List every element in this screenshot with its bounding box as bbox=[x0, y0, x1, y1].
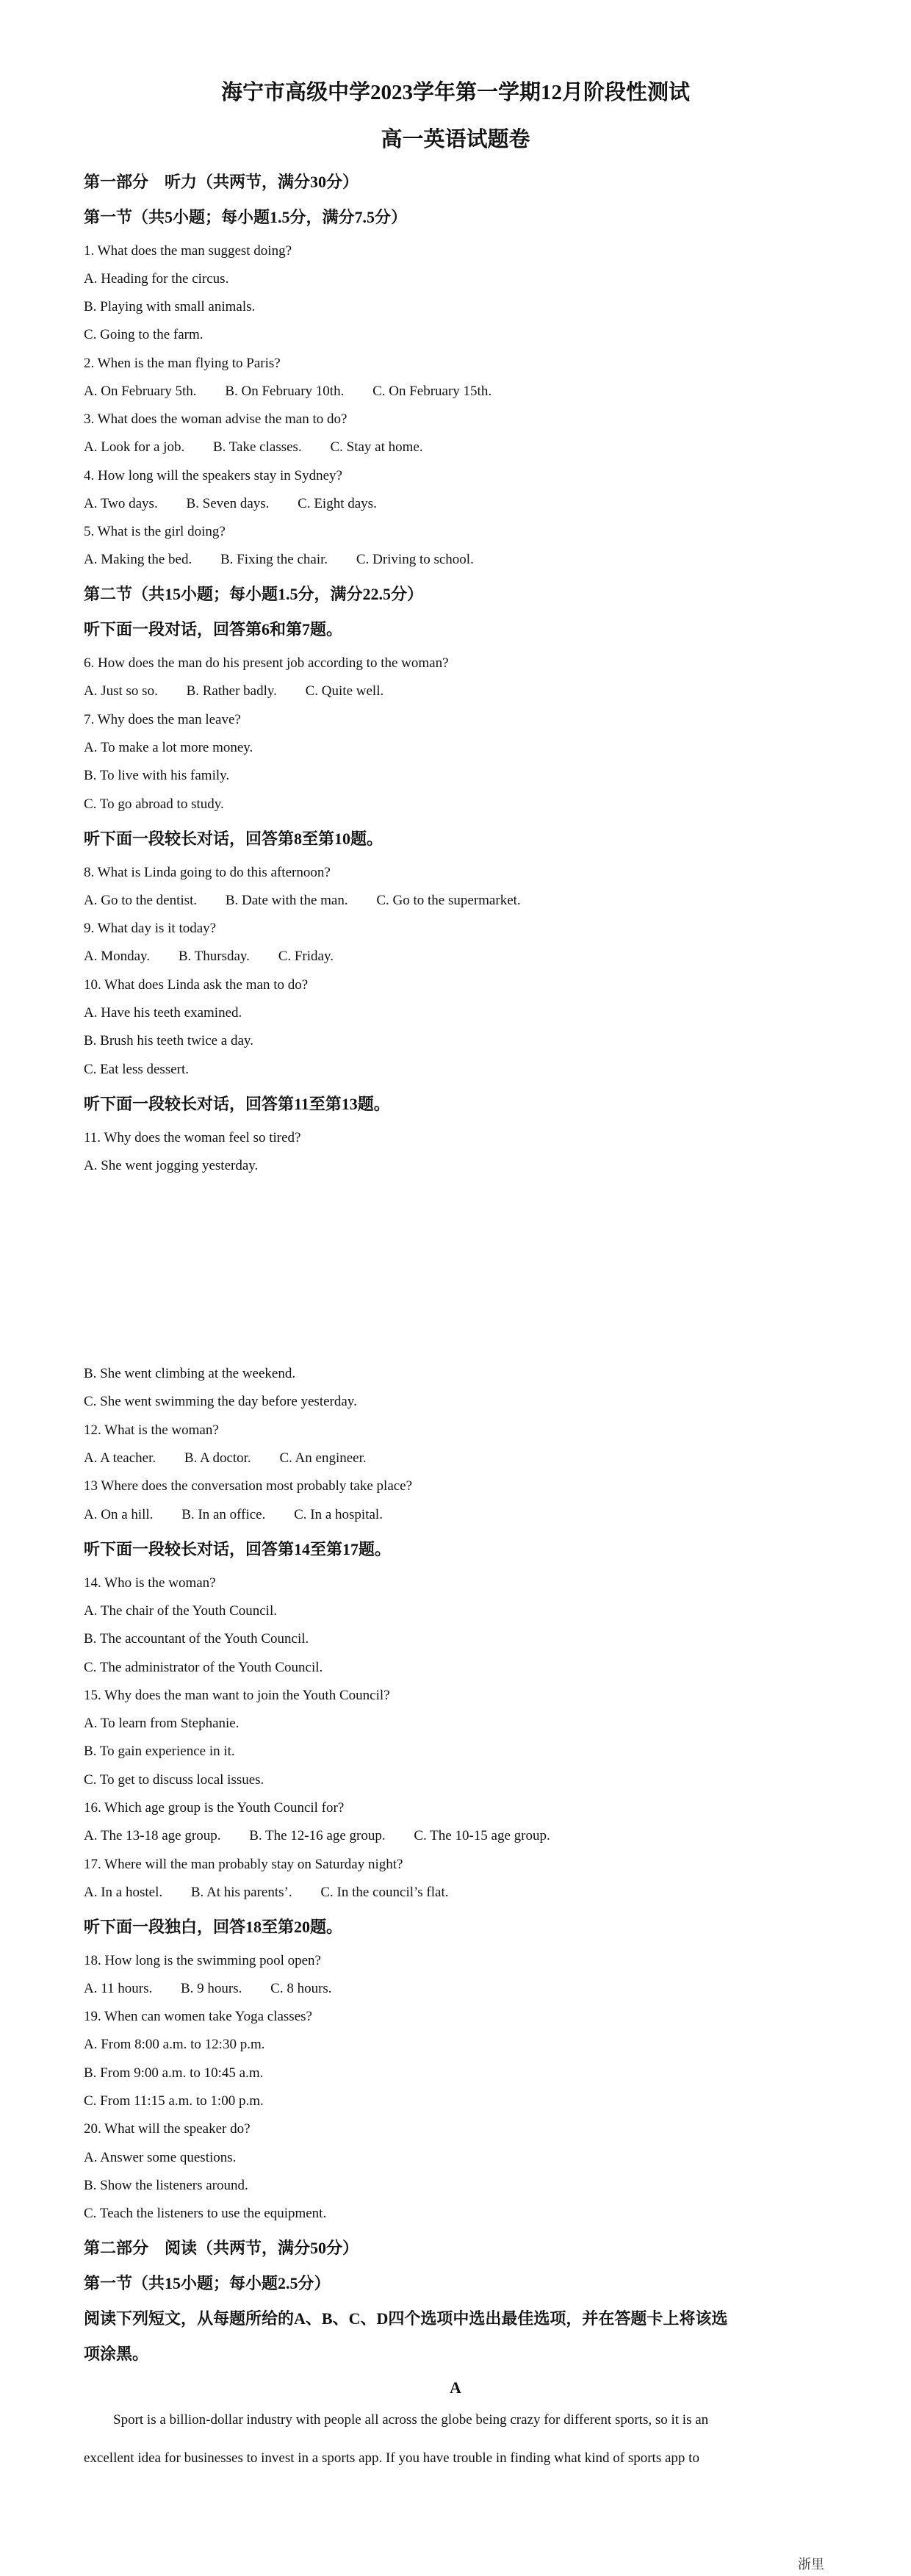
question-3-option-a: A. Look for a job. bbox=[84, 439, 185, 455]
instruction-q11-q13: 听下面一段较长对话，回答第11至第13题。 bbox=[84, 1095, 390, 1113]
question-9-stem: 9. What day is it today? bbox=[84, 921, 217, 936]
question-6-options bbox=[84, 683, 384, 700]
question-3-options bbox=[84, 439, 423, 456]
question-14-option-a: A. The chair of the Youth Council. bbox=[84, 1603, 277, 1619]
question-10-stem: 10. What does Linda ask the man to do? bbox=[84, 977, 309, 993]
question-4-option-a: A. Two days. bbox=[84, 496, 158, 511]
question-13-options bbox=[84, 1506, 383, 1524]
question-11-option-c: C. She went swimming the day before yesterday. bbox=[84, 1394, 357, 1409]
question-16-stem: 16. Which age group is the Youth Council for? bbox=[84, 1800, 345, 1816]
question-18-stem: 18. How long is the swimming pool open? bbox=[84, 1953, 321, 1968]
question-5-option-b: B. Fixing the chair. bbox=[220, 552, 328, 567]
question-7-option-a: A. To make a lot more money. bbox=[84, 740, 253, 755]
part2-heading: 第二部分 阅读（共两节，满分50分） bbox=[84, 2239, 359, 2257]
question-5-stem: 5. What is the girl doing? bbox=[84, 524, 226, 539]
question-9-option-b: B. Thursday. bbox=[178, 949, 250, 964]
question-8-option-a: A. Go to the dentist. bbox=[84, 893, 198, 908]
question-14-option-b: B. The accountant of the Youth Council. bbox=[84, 1631, 309, 1647]
question-4-stem: 4. How long will the speakers stay in Sydney? bbox=[84, 468, 342, 483]
part2-section1-heading: 第一节（共15小题；每小题2.5分） bbox=[84, 2274, 331, 2292]
question-3-stem: 3. What does the woman advise the man to do? bbox=[84, 411, 348, 427]
question-17-options bbox=[84, 1884, 449, 1902]
question-17-option-c: C. In the council’s flat. bbox=[320, 1885, 449, 1900]
question-9-option-c: C. Friday. bbox=[278, 949, 334, 964]
question-15-option-c: C. To get to discuss local issues. bbox=[84, 1772, 264, 1788]
exam-title: 海宁市高级中学2023学年第一学期12月阶段性测试 bbox=[220, 81, 690, 104]
question-11-stem: 11. Why does the woman feel so tired? bbox=[84, 1130, 301, 1145]
question-16-option-b: B. The 12-16 age group. bbox=[249, 1828, 386, 1843]
question-2-option-c: C. On February 15th. bbox=[372, 384, 492, 399]
question-2-stem: 2. When is the man flying to Paris? bbox=[84, 356, 281, 371]
question-1-stem: 1. What does the man suggest doing? bbox=[84, 243, 292, 259]
question-13-option-a: A. On a hill. bbox=[84, 1507, 154, 1522]
question-13-stem: 13 Where does the conversation most probably take place? bbox=[84, 1478, 413, 1494]
question-9-options bbox=[84, 948, 334, 965]
question-1-option-a: A. Heading for the circus. bbox=[84, 271, 229, 287]
question-17-stem: 17. Where will the man probably stay on Saturday night? bbox=[84, 1857, 403, 1872]
question-19-option-a: A. From 8:00 a.m. to 12:30 p.m. bbox=[84, 2037, 265, 2052]
question-4-option-b: B. Seven days. bbox=[186, 496, 270, 511]
question-8-stem: 8. What is Linda going to do this afternoon? bbox=[84, 865, 331, 880]
instruction-q8-q10: 听下面一段较长对话，回答第8至第10题。 bbox=[84, 830, 384, 848]
question-12-option-a: A. A teacher. bbox=[84, 1450, 156, 1466]
exam-subtitle: 高一英语试题卷 bbox=[381, 128, 530, 151]
question-6-option-b: B. Rather badly. bbox=[186, 683, 277, 699]
question-11-option-a: A. She went jogging yesterday. bbox=[84, 1158, 259, 1173]
question-16-option-c: C. The 10-15 age group. bbox=[414, 1828, 550, 1843]
question-20-stem: 20. What will the speaker do? bbox=[84, 2121, 251, 2137]
question-3-option-c: C. Stay at home. bbox=[330, 439, 423, 455]
question-4-option-c: C. Eight days. bbox=[298, 496, 377, 511]
part2-instruction-line1: 阅读下列短文，从每题所给的A、B、C、D四个选项中选出最佳选项，并在答题卡上将该选 bbox=[84, 2309, 728, 2328]
question-11-option-b: B. She went climbing at the weekend. bbox=[84, 1366, 296, 1381]
question-19-option-c: C. From 11:15 a.m. to 1:00 p.m. bbox=[84, 2093, 264, 2109]
question-13-option-b: B. In an office. bbox=[181, 1507, 266, 1522]
question-15-option-a: A. To learn from Stephanie. bbox=[84, 1716, 240, 1731]
part1-section2-heading: 第二节（共15小题；每小题1.5分，满分22.5分） bbox=[84, 585, 424, 603]
question-2-options bbox=[84, 383, 491, 400]
question-5-option-a: A. Making the bed. bbox=[84, 552, 192, 567]
question-19-stem: 19. When can women take Yoga classes? bbox=[84, 2009, 312, 2024]
question-7-stem: 7. Why does the man leave? bbox=[84, 712, 241, 727]
question-17-option-a: A. In a hostel. bbox=[84, 1885, 163, 1900]
question-13-option-c: C. In a hospital. bbox=[294, 1507, 383, 1522]
question-8-option-c: C. Go to the supermarket. bbox=[376, 893, 521, 908]
question-17-option-b: B. At his parents’. bbox=[190, 1885, 292, 1900]
question-19-option-b: B. From 9:00 a.m. to 10:45 a.m. bbox=[84, 2065, 264, 2081]
instruction-q14-q17: 听下面一段较长对话，回答第14至第17题。 bbox=[84, 1540, 392, 1558]
passage-a-line2: excellent idea for businesses to invest in a sports app. If you have trouble in finding what kind of sports app to bbox=[84, 2450, 699, 2466]
part2-instruction-line2: 项涂黑。 bbox=[84, 2345, 149, 2363]
question-7-option-c: C. To go abroad to study. bbox=[84, 796, 224, 812]
question-6-stem: 6. How does the man do his present job according to the woman? bbox=[84, 655, 449, 671]
passage-label: A bbox=[450, 2378, 461, 2397]
question-16-option-a: A. The 13-18 age group. bbox=[84, 1828, 221, 1843]
question-9-option-a: A. Monday. bbox=[84, 949, 151, 964]
question-8-option-b: B. Date with the man. bbox=[225, 893, 348, 908]
question-16-options bbox=[84, 1827, 550, 1845]
question-5-option-c: C. Driving to school. bbox=[356, 552, 474, 567]
question-18-option-c: C. 8 hours. bbox=[270, 1981, 332, 1996]
passage-a-line1: Sport is a billion-dollar industry with people all across the globe being crazy for different sports, so it is an bbox=[113, 2412, 709, 2428]
question-14-stem: 14. Who is the woman? bbox=[84, 1575, 216, 1591]
question-12-option-c: C. An engineer. bbox=[279, 1450, 367, 1466]
question-1-option-c: C. Going to the farm. bbox=[84, 327, 204, 342]
question-14-option-c: C. The administrator of the Youth Council. bbox=[84, 1660, 323, 1675]
question-6-option-a: A. Just so so. bbox=[84, 683, 158, 699]
question-6-option-c: C. Quite well. bbox=[305, 683, 384, 699]
question-18-option-b: B. 9 hours. bbox=[181, 1981, 242, 1996]
question-15-stem: 15. Why does the man want to join the Youth Council? bbox=[84, 1688, 390, 1703]
part1-heading: 第一部分 听力（共两节，满分30分） bbox=[84, 173, 359, 191]
question-12-stem: 12. What is the woman? bbox=[84, 1422, 219, 1438]
question-2-option-b: B. On February 10th. bbox=[225, 384, 345, 399]
question-15-option-b: B. To gain experience in it. bbox=[84, 1744, 235, 1759]
question-20-option-b: B. Show the listeners around. bbox=[84, 2178, 248, 2193]
question-5-options bbox=[84, 551, 474, 569]
question-10-option-c: C. Eat less dessert. bbox=[84, 1062, 190, 1077]
instruction-q6-q7: 听下面一段对话，回答第6和第7题。 bbox=[84, 620, 343, 638]
question-12-option-b: B. A doctor. bbox=[184, 1450, 251, 1466]
question-10-option-b: B. Brush his teeth twice a day. bbox=[84, 1033, 253, 1048]
question-1-option-b: B. Playing with small animals. bbox=[84, 299, 256, 314]
question-20-option-c: C. Teach the listeners to use the equipment. bbox=[84, 2206, 327, 2221]
question-18-options bbox=[84, 1980, 332, 1998]
footer-watermark: 浙里 bbox=[798, 2557, 824, 2572]
question-18-option-a: A. 11 hours. bbox=[84, 1981, 153, 1996]
part1-section1-heading: 第一节（共5小题；每小题1.5分，满分7.5分） bbox=[84, 208, 408, 226]
question-7-option-b: B. To live with his family. bbox=[84, 768, 230, 783]
instruction-q18-q20: 听下面一段独白，回答18至第20题。 bbox=[84, 1918, 343, 1936]
question-8-options bbox=[84, 892, 521, 910]
question-20-option-a: A. Answer some questions. bbox=[84, 2150, 237, 2165]
question-3-option-b: B. Take classes. bbox=[212, 439, 302, 455]
question-4-options bbox=[84, 495, 377, 513]
question-12-options bbox=[84, 1450, 367, 1467]
question-2-option-a: A. On February 5th. bbox=[84, 384, 197, 399]
question-10-option-a: A. Have his teeth examined. bbox=[84, 1005, 242, 1021]
